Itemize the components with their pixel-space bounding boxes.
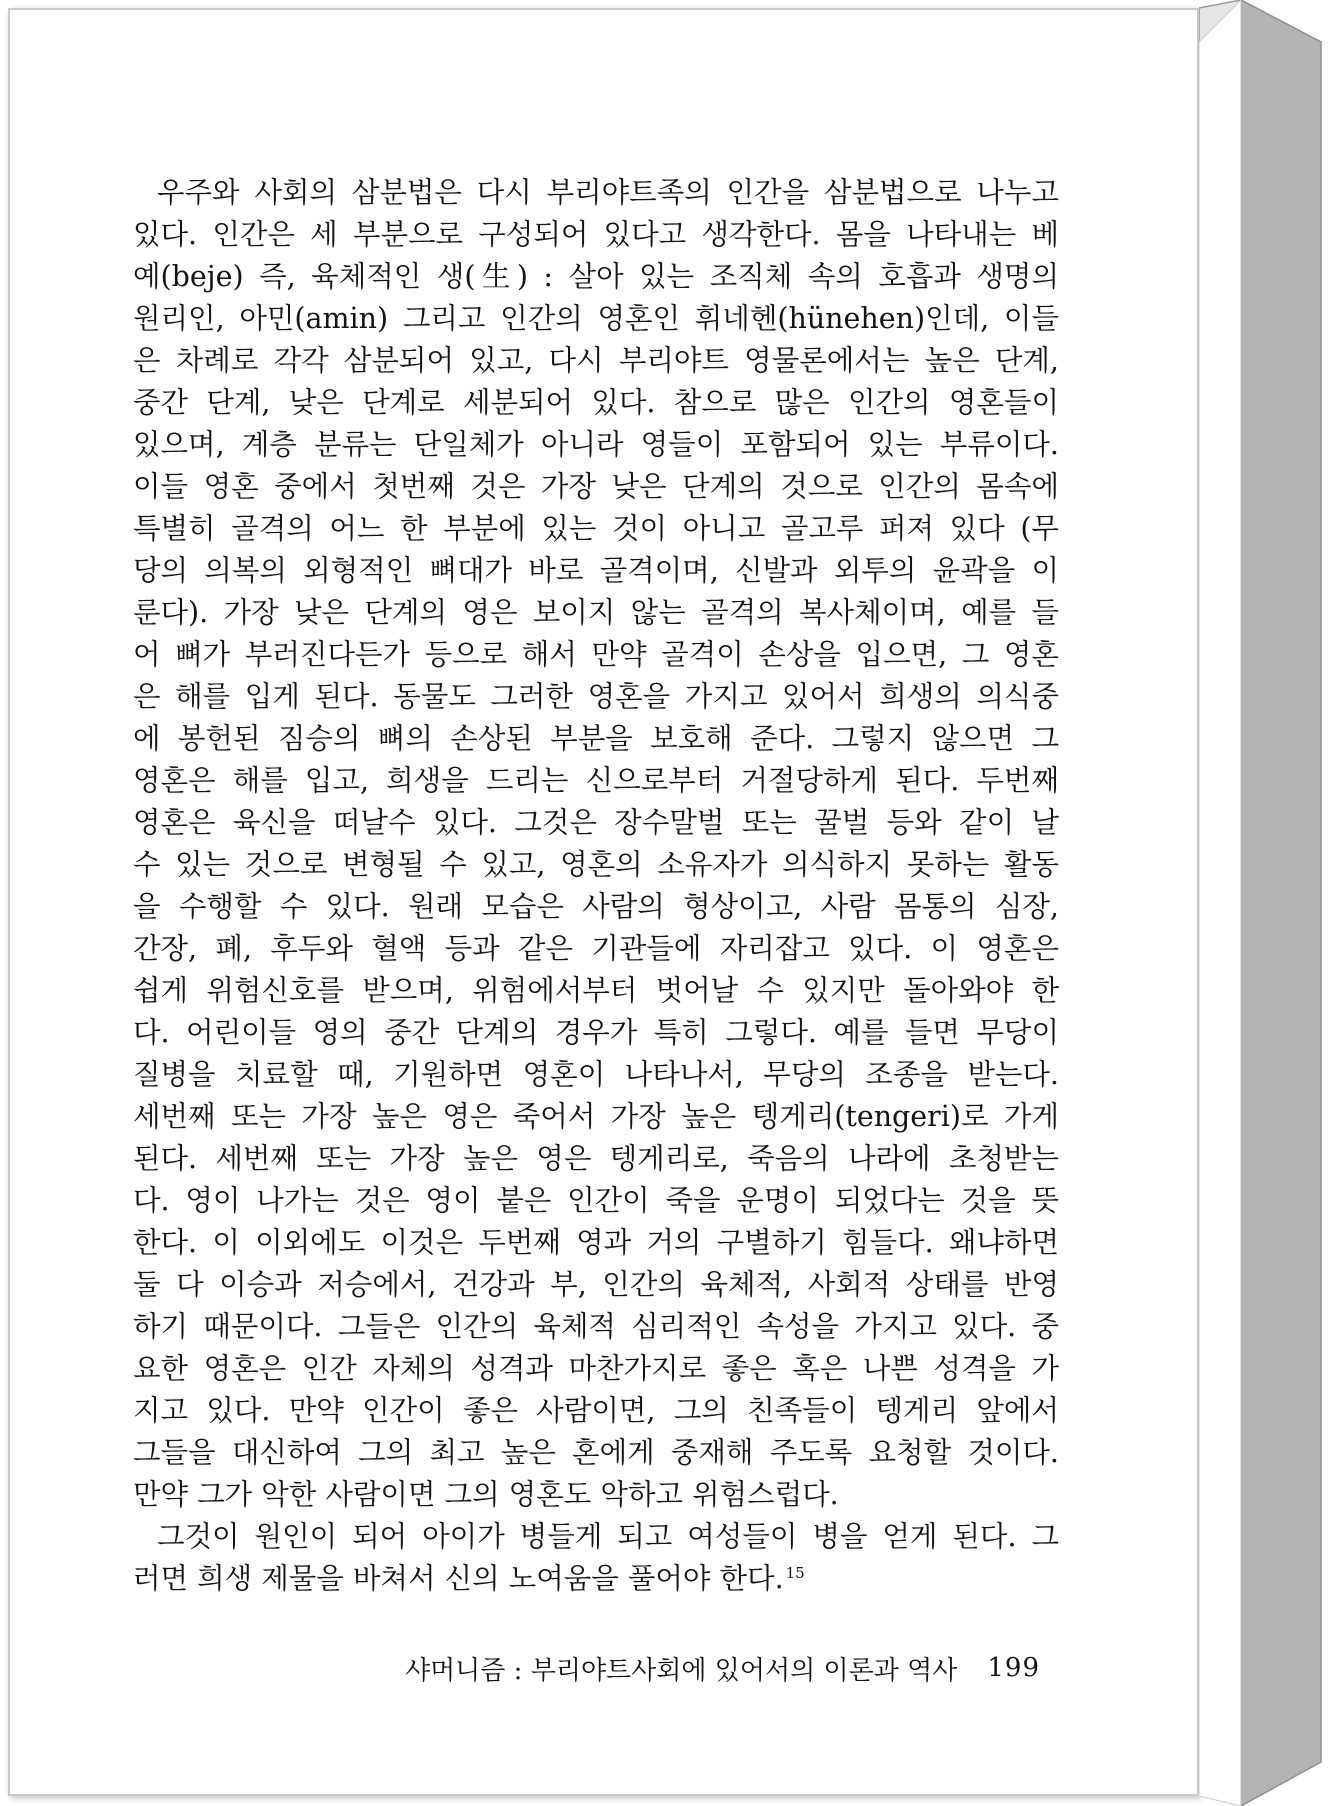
text-line-final-content: 러면 희생 제물을 바쳐서 신의 노여움을 풀어야 한다. — [133, 1562, 784, 1595]
text-line: 을 수행할 수 있다. 원래 모습은 사람의 형상이고, 사람 몸통의 심장, — [133, 890, 1059, 923]
body-text — [133, 172, 1059, 1600]
text-line-final — [133, 1558, 1059, 1600]
text-line: 영혼은 해를 입고, 희생을 드리는 신으로부터 거절당하게 된다. 두번째 — [133, 764, 1059, 797]
text-line: 룬다). 가장 낮은 단계의 영은 보이지 않는 골격의 복사체이며, 예를 들 — [133, 596, 1059, 629]
running-footer — [400, 1648, 1040, 1688]
text-line: 질병을 치료할 때, 기원하면 영혼이 나타나서, 무당의 조종을 받는다. — [133, 1058, 1059, 1091]
text-line: 하기 때문이다. 그들은 인간의 육체적 심리적인 속성을 가지고 있다. 중 — [133, 1310, 1059, 1343]
footnote-marker[interactable]: 15 — [785, 1563, 805, 1582]
text-line: 요한 영혼은 인간 자체의 성격과 마찬가지로 좋은 혹은 나쁜 성격을 가 — [133, 1352, 1059, 1385]
text-line: 된다. 세번째 또는 가장 높은 영은 텡게리로, 죽음의 나라에 초청받는 — [133, 1142, 1059, 1175]
text-line: 쉽게 위험신호를 받으며, 위험에서부터 벗어날 수 있지만 돌아와야 한 — [133, 974, 1059, 1007]
text-line: 중간 단계, 낮은 단계로 세분되어 있다. 참으로 많은 인간의 영혼들이 — [133, 386, 1059, 419]
text-line: 원리인, 아민(amin) 그리고 인간의 영혼인 휘네헨(hünehen)인데, 이들 — [133, 302, 1059, 335]
page-number: 199 — [987, 1653, 1040, 1683]
text-line: 간장, 폐, 후두와 혈액 등과 같은 기관들에 자리잡고 있다. 이 영혼은 — [133, 932, 1059, 965]
text-line: 다. 어린이들 영의 중간 단계의 경우가 특히 그렇다. 예를 들면 무당이 — [133, 1016, 1059, 1049]
text-line: 그들을 대신하여 그의 최고 높은 혼에게 중재해 주도록 요청할 것이다. — [133, 1436, 1059, 1469]
text-line: 세번째 또는 가장 높은 영은 죽어서 가장 높은 텡게리(tengeri)로 가게 — [133, 1100, 1059, 1133]
text-line: 있으며, 계층 분류는 단일체가 아니라 영들이 포함되어 있는 부류이다. — [133, 428, 1059, 461]
text-line: 은 차례로 각각 삼분되어 있고, 다시 부리야트 영물론에서는 높은 단계, — [133, 344, 1059, 377]
text-line: 있다. 인간은 세 부분으로 구성되어 있다고 생각한다. 몸을 나타내는 베 — [133, 218, 1059, 251]
text-line: 우주와 사회의 삼분법은 다시 부리야트족의 인간을 삼분법으로 나누고 — [157, 176, 1059, 209]
text-line: 어 뼈가 부러진다든가 등으로 해서 만약 골격이 손상을 입으면, 그 영혼 — [133, 638, 1059, 671]
book-side-graphic — [1199, 0, 1329, 1806]
text-line: 예(beje) 즉, 육체적인 생(生) : 살아 있는 조직체 속의 호흡과 생명의 — [133, 260, 1059, 293]
text-line: 만약 그가 악한 사람이면 그의 영혼도 악하고 위험스럽다. — [133, 1478, 839, 1511]
text-line: 다. 영이 나가는 것은 영이 붙은 인간이 죽을 운명이 되었다는 것을 뜻 — [133, 1184, 1059, 1217]
book-spine — [1199, 0, 1329, 1806]
text-line: 특별히 골격의 어느 한 부분에 있는 것이 아니고 골고루 퍼져 있다 (무 — [133, 512, 1059, 545]
text-line: 그것이 원인이 되어 아이가 병들게 되고 여성들이 병을 얻게 된다. 그 — [157, 1520, 1059, 1553]
text-line: 은 해를 입게 된다. 동물도 그러한 영혼을 가지고 있어서 희생의 의식중 — [133, 680, 1059, 713]
text-line: 한다. 이 이외에도 이것은 두번째 영과 거의 구별하기 힘들다. 왜냐하면 — [133, 1226, 1059, 1259]
running-footer-title: 샤머니즘 : 부리야트사회에 있어서의 이론과 역사 — [404, 1655, 958, 1686]
text-line: 영혼은 육신을 떠날수 있다. 그것은 장수말벌 또는 꿀벌 등와 같이 날 — [133, 806, 1059, 839]
text-line: 둘 다 이승과 저승에서, 건강과 부, 인간의 육체적, 사회적 상태를 반영 — [133, 1268, 1059, 1301]
text-line: 이들 영혼 중에서 첫번째 것은 가장 낮은 단계의 것으로 인간의 몸속에 — [133, 470, 1059, 503]
text-line: 지고 있다. 만약 인간이 좋은 사람이면, 그의 친족들이 텡게리 앞에서 — [133, 1394, 1059, 1427]
text-line: 당의 의복의 외형적인 뼈대가 바로 골격이며, 신발과 외투의 윤곽을 이 — [133, 554, 1059, 587]
text-line: 에 봉헌된 짐승의 뼈의 손상된 부분을 보호해 준다. 그렇지 않으면 그 — [133, 722, 1059, 755]
text-line: 수 있는 것으로 변형될 수 있고, 영혼의 소유자가 의식하지 못하는 활동 — [133, 848, 1059, 881]
